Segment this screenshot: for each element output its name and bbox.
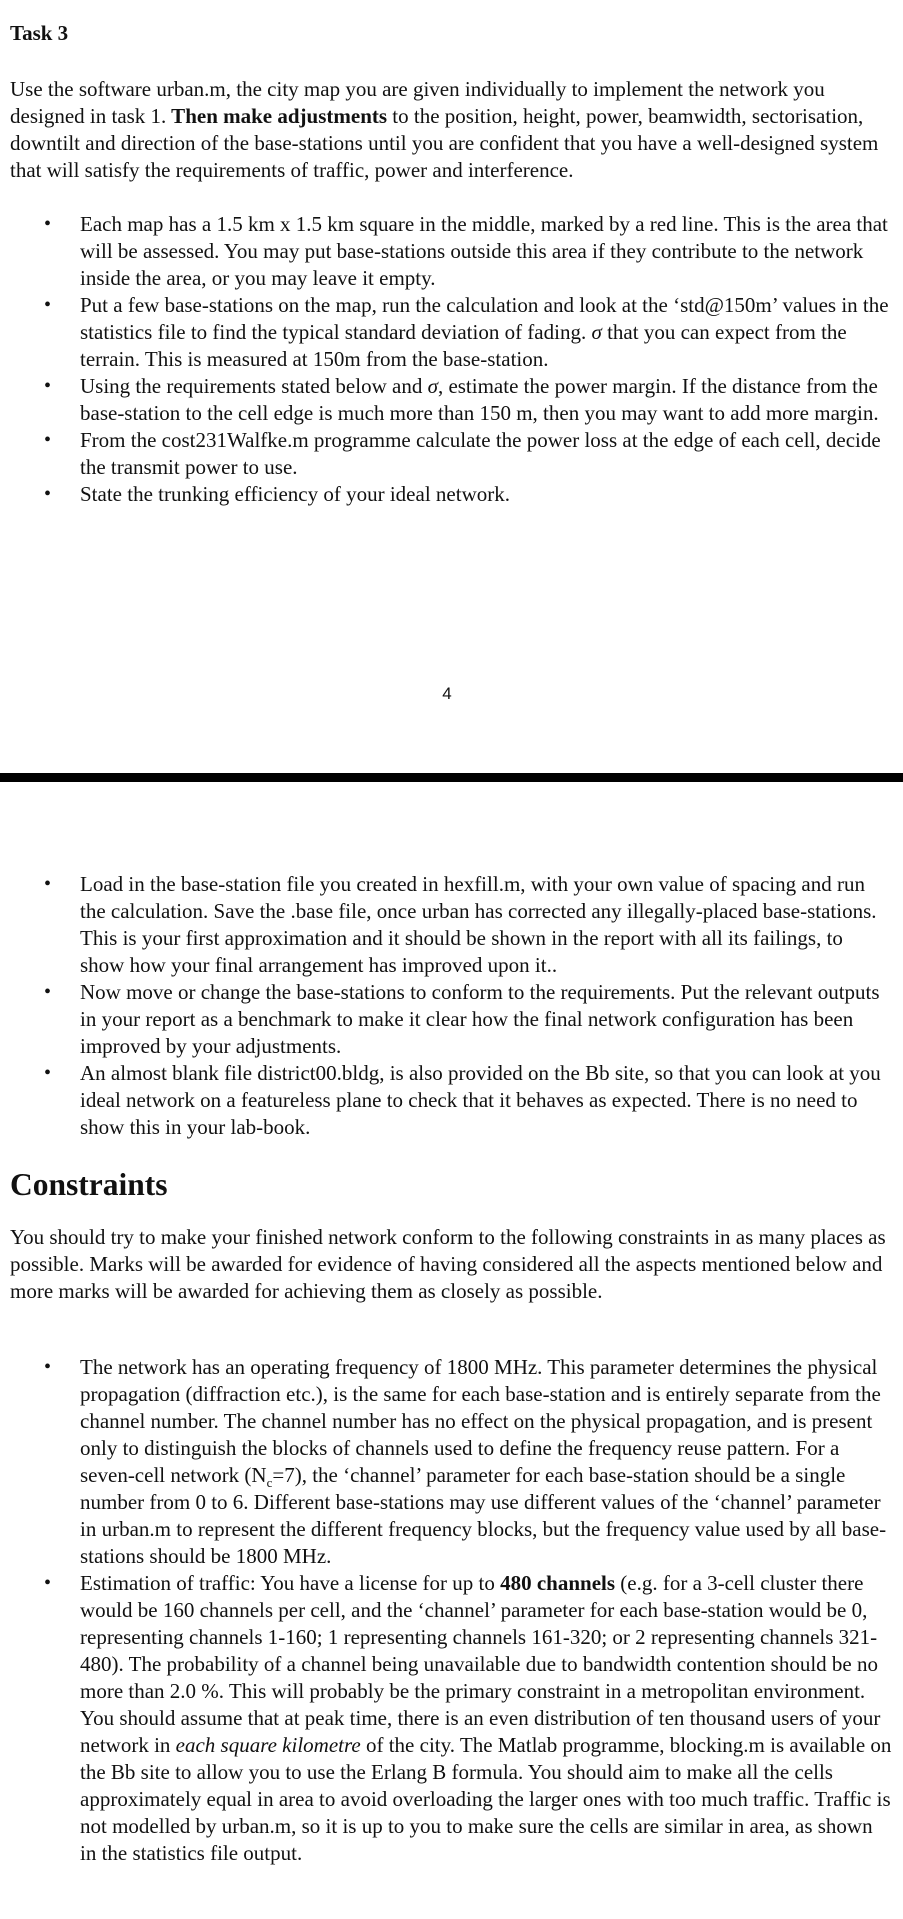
list-item: • Estimation of traffic: You have a license for up to 480 channels (e.g. for a 3-cell cluster there would be 160 channels per cell, and the ‘channel’ parameter for each base-station would be 0, representing channels 1-160; 1 representing channels 161-320; or 2 representing channels 321-480). The probability of a channel being unavailable due to bandwidth contention should be no more than 2.0 %. This will probably be the primary constraint in a metropolitan environment. You should assume that at peak time, there is an even distribution of ten thousand users of your network in each square kilometre of the city. The Matlab programme, blocking.m is available on the Bb site to allow you to use the Erlang B formula. You should aim to make all the cells approximately equal in area to avoid overloading the larger ones with too much traffic. Traffic is not modelled by urban.m, so it is up to you to make sure the cells are similar in area, as shown in the statistics file output. <box>10 1570 892 1867</box>
list-item: • The network has an operating frequency of 1800 MHz. This parameter determines the physical propagation (diffraction etc.), is the same for each base-station and is entirely separate from the channel number. The channel number has no effect on the physical propagation, and is present only to distinguish the blocks of channels used to define the frequency reuse pattern. For a seven-cell network $(N_c=7)$, the ‘channel’ parameter for each base-station should be a single number from 0 to 6. Different base-stations may use different values of the ‘channel’ parameter in urban.m to represent the different frequency blocks, but the frequency value used by all base-stations should be 1800 MHz. <box>10 1354 892 1570</box>
constraints-bullet-list <box>10 1354 892 1867</box>
list-item: • State the trunking efficiency of your ideal network. <box>10 481 892 508</box>
task-bullet-list <box>10 211 892 508</box>
list-item: • Using the requirements stated below and σ, estimate the power margin. If the distance from the base-station to the cell edge is much more than 150 m, then you may want to add more margin. <box>10 373 892 427</box>
sigma-symbol: σ <box>427 374 438 398</box>
constraints-heading: Constraints <box>10 1167 168 1202</box>
task-title: Task 3 <box>10 21 69 45</box>
list-item: • Each map has a 1.5 km x 1.5 km square in the middle, marked by a red line. This is the area that will be assessed. You may put base-stations outside this area if they contribute to the network inside the area, or you may leave it empty. <box>10 211 892 292</box>
sigma-symbol: σ <box>591 320 602 344</box>
page-break-divider <box>0 773 903 782</box>
intro-bold: Then make adjustments <box>166 104 388 128</box>
intro-text-2: to the position, height, power, beamwidth, sectorisation, downtilt and direction of the base-stations until you are confident that you have a well-designed system that will satisfy the requirements of traffic, power and interference. <box>10 104 879 182</box>
task-intro <box>10 76 888 184</box>
list-item: • Now move or change the base-stations to conform to the requirements. Put the relevant outputs in your report as a benchmark to make it clear how the final network configuration has been improved by your adjustments. <box>10 979 892 1060</box>
list-item: • From the cost231Walfke.m programme calculate the power loss at the edge of each cell, decide the transmit power to use. <box>10 427 892 481</box>
constraints-intro: You should try to make your finished network conform to the following constraints in as many places as possible. Marks will be awarded for evidence of having considered all the aspects mentioned below and more marks will be awarded for achieving them as closely as possible. <box>10 1225 886 1303</box>
procedure-bullet-list <box>10 871 892 1141</box>
page-number: 4 <box>442 684 452 703</box>
list-item: • Load in the base-station file you created in hexfill.m, with your own value of spacing and run the calculation. Save the .base file, once urban has corrected any illegally-placed base-stations. This is your first approximation and it should be shown in the report with all its failings, to show how your final arrangement has improved upon it.. <box>10 871 892 979</box>
list-item: • An almost blank file district00.bldg, is also provided on the Bb site, so that you can look at you ideal network on a featureless plane to check that it behaves as expected. There is no need to show this in your lab-book. <box>10 1060 892 1141</box>
list-item: • Put a few base-stations on the map, run the calculation and look at the ‘std@150m’ values in the statistics file to find the typical standard deviation of fading. σ that you can expect from the terrain. This is measured at 150m from the base-station. <box>10 292 892 373</box>
intro-text-1: Use the software urban.m, the city map you are given individually to implement the network you designed in task 1. <box>10 77 825 128</box>
